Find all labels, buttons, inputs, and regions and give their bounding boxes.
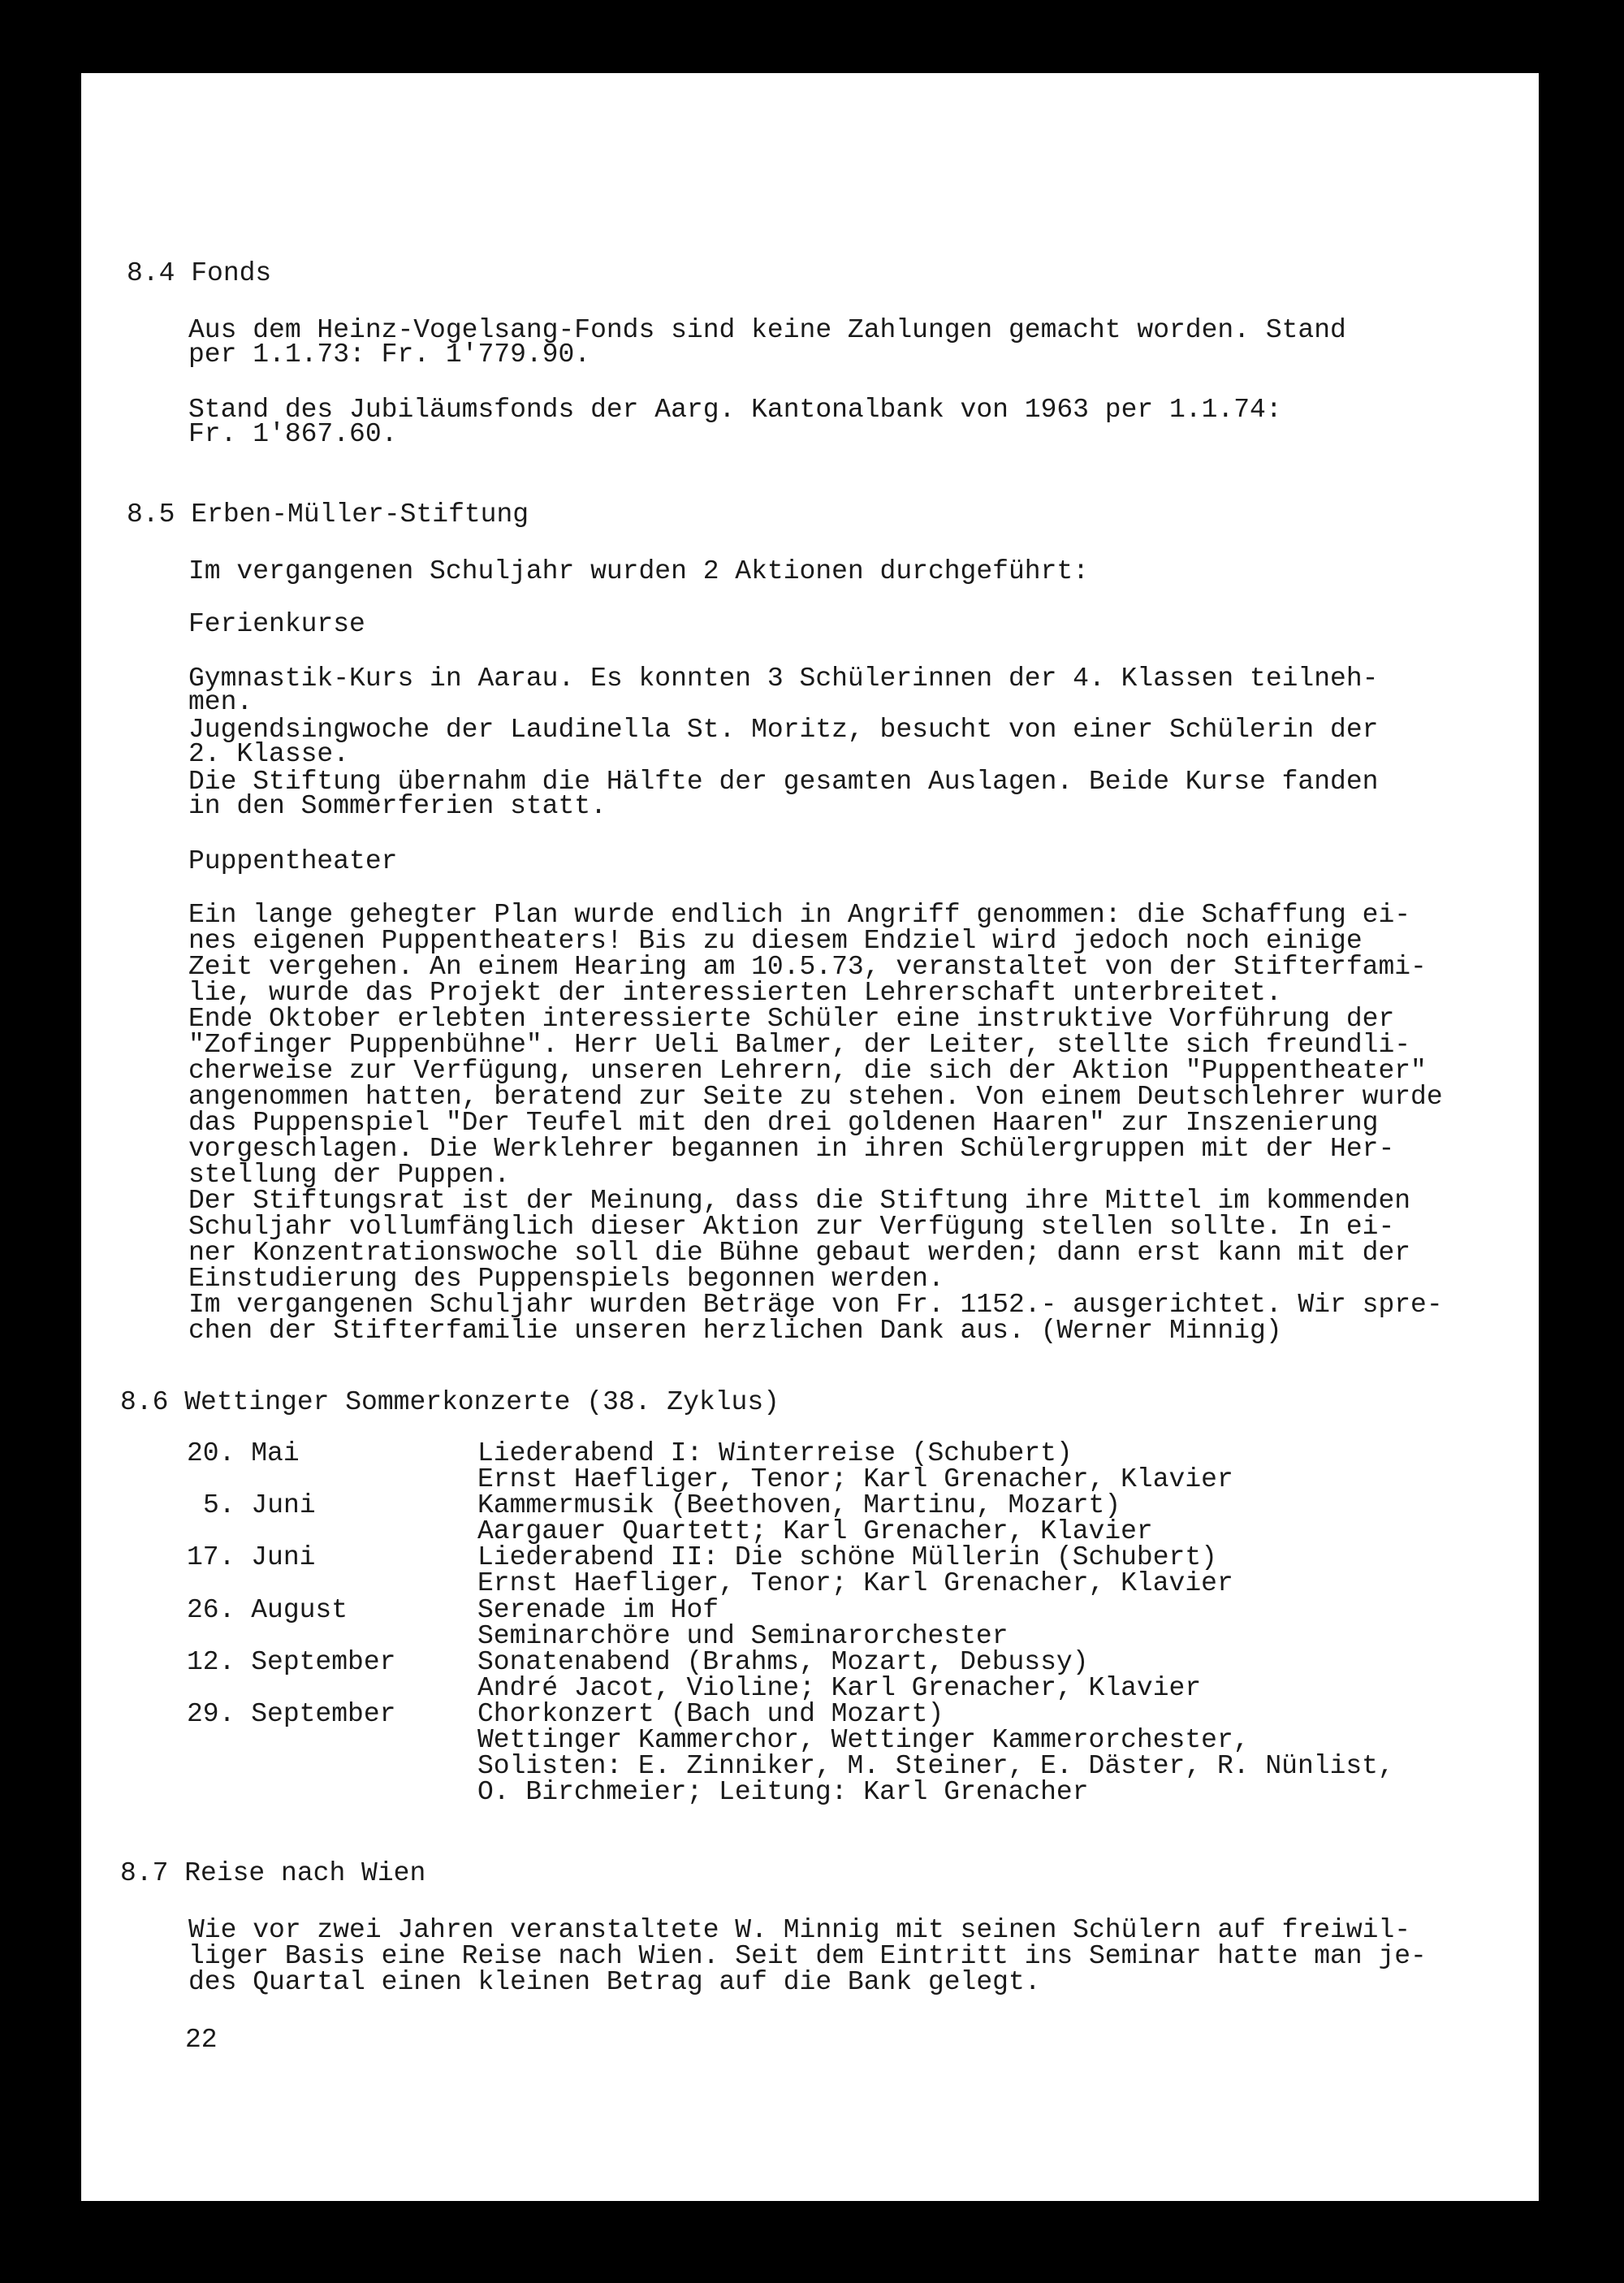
concert-line: Sonatenabend (Brahms, Mozart, Debussy)	[477, 1647, 1089, 1677]
text-line: das Puppenspiel "Der Teufel mit den drei goldenen Haaren" zur Inszenierung	[188, 1108, 1379, 1138]
text-line: Ein lange gehegter Plan wurde endlich in Angriff genommen: die Schaffung ei-	[188, 900, 1411, 930]
text-line: Ende Oktober erlebten interessierte Schüler eine instruktive Vorführung der	[188, 1004, 1395, 1034]
text-line: Fr. 1'867.60.	[188, 419, 398, 449]
text-line: 2. Klasse.	[188, 739, 350, 769]
subheading-puppentheater: Puppentheater	[188, 846, 398, 876]
text-line: chen der Stifterfamilie unseren herzlichen Dank aus. (Werner Minnig)	[188, 1316, 1282, 1346]
concert-line: Serenade im Hof	[477, 1595, 719, 1625]
concert-line: Seminarchöre und Seminarorchester	[477, 1621, 1009, 1651]
text-line: men.	[188, 687, 253, 717]
concert-line: André Jacot, Violine; Karl Grenacher, Klavier	[477, 1673, 1202, 1703]
text-line: ner Konzentrationswoche soll die Bühne gebaut werden; dann erst kann mit der	[188, 1238, 1411, 1268]
text-line: stellung der Puppen.	[188, 1160, 511, 1190]
text-line: Zeit vergehen. An einem Hearing am 10.5.73, veranstaltet von der Stifterfami-	[188, 952, 1427, 982]
text-line: vorgeschlagen. Die Werklehrer begannen in ihren Schülergruppen mit der Her-	[188, 1134, 1395, 1164]
text-line: Die Stiftung übernahm die Hälfte der gesamten Auslagen. Beide Kurse fanden	[188, 767, 1379, 797]
text-line: Wie vor zwei Jahren veranstaltete W. Minnig mit seinen Schülern auf freiwil-	[188, 1915, 1411, 1945]
section-heading-8-4: 8.4 Fonds	[127, 258, 272, 288]
concert-date: 17. Juni	[187, 1542, 316, 1572]
text-line: Stand des Jubiläumsfonds der Aarg. Kantonalbank von 1963 per 1.1.74:	[188, 395, 1282, 425]
concert-line: Ernst Haefliger, Tenor; Karl Grenacher, Klavier	[477, 1568, 1233, 1598]
text-line: Aus dem Heinz-Vogelsang-Fonds sind keine Zahlungen gemacht worden. Stand	[188, 315, 1346, 345]
document-body	[81, 73, 1539, 2201]
concert-date: 29. September	[187, 1699, 396, 1729]
concert-line: Ernst Haefliger, Tenor; Karl Grenacher, Klavier	[477, 1464, 1233, 1494]
concert-date: 20. Mai	[187, 1438, 300, 1468]
text-line: per 1.1.73: Fr. 1'779.90.	[188, 339, 591, 370]
concert-line: Aargauer Quartett; Karl Grenacher, Klavier	[477, 1516, 1153, 1546]
concert-line: Liederabend I: Winterreise (Schubert)	[477, 1438, 1073, 1468]
page-number: 22	[185, 2025, 218, 2055]
text-line: Jugendsingwoche der Laudinella St. Moritz, besucht von einer Schülerin der	[188, 715, 1379, 745]
text-line: Gymnastik-Kurs in Aarau. Es konnten 3 Schülerinnen der 4. Klassen teilneh-	[188, 664, 1379, 694]
concert-line: Kammermusik (Beethoven, Martinu, Mozart)	[477, 1490, 1121, 1520]
concert-line: O. Birchmeier; Leitung: Karl Grenacher	[477, 1777, 1089, 1807]
text-line: Schuljahr vollumfänglich dieser Aktion zur Verfügung stellen sollte. In ei-	[188, 1212, 1395, 1242]
text-line: nes eigenen Puppentheaters! Bis zu diesem Endziel wird jedoch noch einige	[188, 926, 1363, 956]
section-heading-8-5: 8.5 Erben-Müller-Stiftung	[127, 499, 529, 530]
section-heading-8-7: 8.7 Reise nach Wien	[120, 1858, 426, 1888]
text-line: "Zofinger Puppenbühne". Herr Ueli Balmer, der Leiter, stellte sich freundli-	[188, 1030, 1411, 1060]
text-line: in den Sommerferien statt.	[188, 791, 607, 821]
concert-date: 5. Juni	[203, 1490, 316, 1520]
text-line: Im vergangenen Schuljahr wurden Beträge von Fr. 1152.- ausgerichtet. Wir spre-	[188, 1290, 1443, 1320]
concert-date: 26. August	[187, 1595, 348, 1625]
text-line: Der Stiftungsrat ist der Meinung, dass die Stiftung ihre Mittel im kommenden	[188, 1186, 1411, 1216]
text-line: cherweise zur Verfügung, unseren Lehrern, die sich der Aktion "Puppentheater"	[188, 1056, 1427, 1086]
concert-line: Wettinger Kammerchor, Wettinger Kammerorchester,	[477, 1725, 1250, 1755]
concert-line: Solisten: E. Zinniker, M. Steiner, E. Däster, R. Nünlist,	[477, 1751, 1394, 1781]
subheading-ferienkurse: Ferienkurse	[188, 609, 365, 639]
concert-line: Liederabend II: Die schöne Müllerin (Schubert)	[477, 1542, 1217, 1572]
text-line: des Quartal einen kleinen Betrag auf die Bank gelegt.	[188, 1967, 1041, 1997]
text-line: angenommen hatten, beratend zur Seite zu stehen. Von einem Deutschlehrer wurde	[188, 1082, 1443, 1112]
concert-line: Chorkonzert (Bach und Mozart)	[477, 1699, 944, 1729]
document-page	[81, 73, 1539, 2201]
text-line: Im vergangenen Schuljahr wurden 2 Aktionen durchgeführt:	[188, 556, 1089, 586]
concert-date: 12. September	[187, 1647, 396, 1677]
section-heading-8-6: 8.6 Wettinger Sommerkonzerte (38. Zyklus)	[120, 1387, 780, 1417]
text-line: liger Basis eine Reise nach Wien. Seit dem Eintritt ins Seminar hatte man je-	[188, 1941, 1427, 1971]
text-line: lie, wurde das Projekt der interessierten Lehrerschaft unterbreitet.	[188, 978, 1282, 1008]
text-line: Einstudierung des Puppenspiels begonnen werden.	[188, 1264, 944, 1294]
